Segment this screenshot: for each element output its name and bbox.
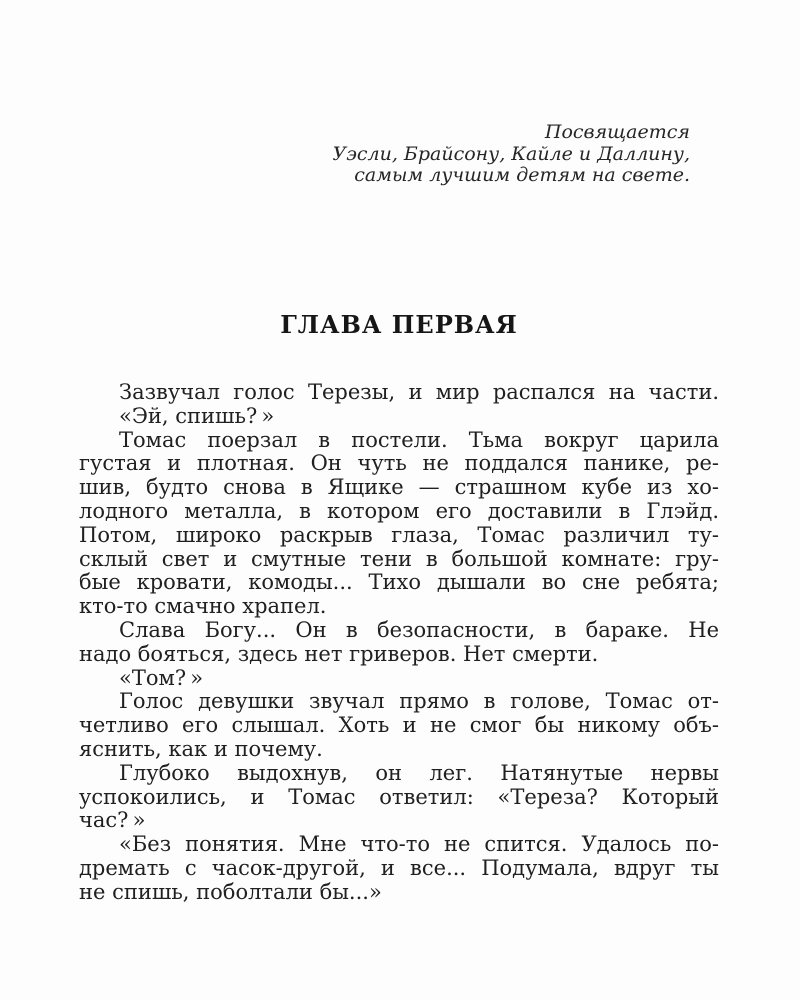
dedication-line: самым лучшим детям на свете. <box>354 164 690 186</box>
body-line: успокоились, и Томас ответил: «Тереза? Который <box>79 784 719 809</box>
body-line: Голос девушки звучал прямо в голове, Томас от- <box>119 689 719 714</box>
body-line: яснить, как и почему. <box>79 736 323 761</box>
body-line: Глубоко выдохнув, он лег. Натянутые нервы <box>119 760 719 785</box>
body-line: час? » <box>79 808 146 833</box>
chapter-body <box>79 381 719 905</box>
dedication-line: Уэсли, Брайсону, Кайле и Даллину, <box>332 142 690 165</box>
body-line: дремать с часок-другой, и все... Подумала, вдруг ты <box>79 855 719 880</box>
body-line: бые кровати, комоды... Тихо дышали во сне ребята; <box>79 570 719 595</box>
body-line: надо бояться, здесь нет гриверов. Нет смерти. <box>79 641 599 666</box>
dedication-line: Посвящается <box>544 121 690 143</box>
body-line: кто-то смачно храпел. <box>79 594 327 619</box>
body-line: Зазвучал голос Терезы, и мир распался на части. <box>119 380 719 404</box>
body-line: густая и плотная. Он чуть не поддался панике, ре- <box>79 451 719 476</box>
dedication <box>332 122 690 187</box>
body-line: четливо его слышал. Хоть и не смог бы никому объ- <box>79 713 719 738</box>
chapter-title: ГЛАВА ПЕРВАЯ <box>280 310 518 339</box>
body-line: Слава Богу... Он в безопасности, в бараке. Не <box>119 617 719 642</box>
body-line: «Том? » <box>119 665 204 690</box>
body-line: «Эй, спишь? » <box>119 403 275 428</box>
body-line: Потом, широко раскрыв глаза, Томас различил ту- <box>79 522 719 547</box>
body-line: не спишь, поболтали бы...» <box>79 879 382 904</box>
body-line: шив, будто снова в Ящике — страшном кубе из хо- <box>79 475 719 500</box>
body-line: склый свет и смутные тени в большой комнате: гру- <box>79 546 719 571</box>
body-line: «Без понятия. Мне что-то не спится. Удалось по- <box>119 832 719 857</box>
body-line: Томас поерзал в постели. Тьма вокруг царила <box>119 427 719 452</box>
body-line: лодного металла, в котором его доставили в Глэйд. <box>79 498 719 523</box>
